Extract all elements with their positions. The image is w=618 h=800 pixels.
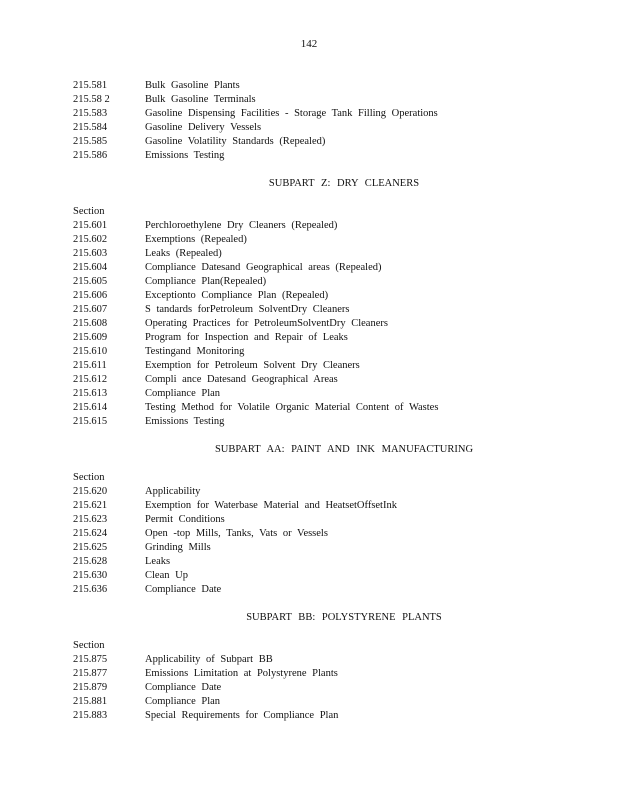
toc-entry bbox=[73, 527, 593, 541]
toc-entry bbox=[73, 219, 593, 233]
toc-entry bbox=[73, 681, 593, 695]
section-title: Compliance Datesand Geographical areas (Repealed) bbox=[145, 262, 382, 273]
section-title: Compliance Date bbox=[145, 584, 222, 595]
initial-entry-list bbox=[73, 79, 593, 163]
section-title: Exemption for Petroleum Solvent Dry Cleaners bbox=[145, 360, 360, 371]
toc-entry bbox=[73, 555, 593, 569]
toc-entry bbox=[73, 387, 593, 401]
subpart-block bbox=[73, 611, 593, 723]
subpart-heading: SUBPART BB: POLYSTYRENE PLANTS bbox=[246, 612, 442, 623]
toc-entry bbox=[73, 583, 593, 597]
section-number: 215.586 bbox=[73, 150, 108, 161]
section-title: Testingand Monitoring bbox=[145, 346, 245, 357]
section-label: Section bbox=[73, 640, 105, 651]
section-title: Testing Method for Volatile Organic Material Content of Wastes bbox=[145, 402, 439, 413]
section-number: 215.613 bbox=[73, 388, 108, 399]
section-number: 215.609 bbox=[73, 332, 108, 343]
toc-entry bbox=[73, 359, 593, 373]
subpart-block bbox=[73, 177, 593, 429]
toc-entry bbox=[73, 261, 593, 275]
section-number: 215.607 bbox=[73, 304, 108, 315]
toc-entry bbox=[73, 275, 593, 289]
section-number: 215.620 bbox=[73, 486, 108, 497]
section-number: 215.583 bbox=[73, 108, 108, 119]
toc-entry bbox=[73, 653, 593, 667]
section-number: 215.636 bbox=[73, 584, 108, 595]
section-number: 215.605 bbox=[73, 276, 108, 287]
section-number: 215.602 bbox=[73, 234, 108, 245]
section-number: 215.879 bbox=[73, 682, 108, 693]
toc-entry bbox=[73, 107, 593, 121]
subpart-list bbox=[73, 177, 593, 723]
section-title: Gasoline Delivery Vessels bbox=[145, 122, 262, 133]
section-number: 215.584 bbox=[73, 122, 108, 133]
section-title: Permit Conditions bbox=[145, 514, 225, 525]
section-title: Compliance Plan(Repealed) bbox=[145, 276, 267, 287]
toc-entry bbox=[73, 513, 593, 527]
subpart-heading: SUBPART Z: DRY CLEANERS bbox=[268, 178, 420, 189]
section-number: 215.630 bbox=[73, 570, 108, 581]
section-title: Leaks bbox=[145, 556, 171, 567]
toc-entry bbox=[73, 695, 593, 709]
page-number: 142 bbox=[300, 38, 318, 50]
section-number: 215.877 bbox=[73, 668, 108, 679]
section-title: Perchloroethylene Dry Cleaners (Repealed) bbox=[145, 220, 338, 231]
section-title: Compliance Date bbox=[145, 682, 222, 693]
toc-entry bbox=[73, 373, 593, 387]
section-title: Emissions Limitation at Polystyrene Plants bbox=[145, 668, 338, 679]
section-number: 215.58 2 bbox=[73, 94, 110, 105]
section-title: Applicability of Subpart BB bbox=[145, 654, 273, 665]
section-number: 215.621 bbox=[73, 500, 108, 511]
section-number: 215.881 bbox=[73, 696, 108, 707]
section-number: 215.875 bbox=[73, 654, 108, 665]
toc-entry bbox=[73, 93, 593, 107]
section-title: Bulk Gasoline Plants bbox=[145, 80, 240, 91]
section-number: 215.581 bbox=[73, 80, 108, 91]
section-title: Gasoline Dispensing Facilities - Storage Tank Filling Operations bbox=[145, 108, 438, 119]
toc-entry bbox=[73, 135, 593, 149]
section-title: Exceptionto Compliance Plan (Repealed) bbox=[145, 290, 329, 301]
section-number: 215.612 bbox=[73, 374, 108, 385]
section-title: Compliance Plan bbox=[145, 388, 221, 399]
section-label: Section bbox=[73, 206, 105, 217]
section-number: 215.610 bbox=[73, 346, 108, 357]
toc-entry bbox=[73, 247, 593, 261]
section-number: 215.883 bbox=[73, 710, 108, 721]
toc-entry bbox=[73, 149, 593, 163]
section-number: 215.614 bbox=[73, 402, 108, 413]
section-title: Exemption for Waterbase Material and HeatsetOffsetInk bbox=[145, 500, 397, 511]
section-title: Operating Practices for PetroleumSolventDry Cleaners bbox=[145, 318, 388, 329]
toc-entry bbox=[73, 541, 593, 555]
section-number: 215.608 bbox=[73, 318, 108, 329]
subpart-heading: SUBPART AA: PAINT AND INK MANUFACTURING bbox=[214, 444, 474, 455]
section-title: Open -top Mills, Tanks, Vats or Vessels bbox=[145, 528, 328, 539]
toc-entry bbox=[73, 303, 593, 317]
section-number: 215.606 bbox=[73, 290, 108, 301]
toc-entry bbox=[73, 485, 593, 499]
toc-entry bbox=[73, 709, 593, 723]
section-title: Emissions Testing bbox=[145, 416, 225, 427]
section-number: 215.585 bbox=[73, 136, 108, 147]
toc-entry bbox=[73, 331, 593, 345]
toc-entry bbox=[73, 499, 593, 513]
section-title: Clean Up bbox=[145, 570, 188, 581]
section-title: Exemptions (Repealed) bbox=[145, 234, 247, 245]
section-number: 215.628 bbox=[73, 556, 108, 567]
toc-entry bbox=[73, 667, 593, 681]
section-number: 215.624 bbox=[73, 528, 108, 539]
section-title: Compli ance Datesand Geographical Areas bbox=[145, 374, 338, 385]
section-number: 215.611 bbox=[73, 360, 107, 371]
toc-entry bbox=[73, 569, 593, 583]
section-title: Program for Inspection and Repair of Leaks bbox=[145, 332, 348, 343]
subpart-block bbox=[73, 443, 593, 597]
toc-entry bbox=[73, 415, 593, 429]
section-title: Compliance Plan bbox=[145, 696, 221, 707]
section-number: 215.625 bbox=[73, 542, 108, 553]
section-number: 215.601 bbox=[73, 220, 108, 231]
toc-entry bbox=[73, 345, 593, 359]
section-title: Emissions Testing bbox=[145, 150, 225, 161]
section-title: S tandards forPetroleum SolventDry Cleaners bbox=[145, 304, 350, 315]
section-number: 215.603 bbox=[73, 248, 108, 259]
section-number: 215.623 bbox=[73, 514, 108, 525]
section-title: Leaks (Repealed) bbox=[145, 248, 222, 259]
section-title: Bulk Gasoline Terminals bbox=[145, 94, 256, 105]
section-title: Applicability bbox=[145, 486, 201, 497]
section-title: Gasoline Volatility Standards (Repealed) bbox=[145, 136, 326, 147]
section-title: Special Requirements for Compliance Plan bbox=[145, 710, 339, 721]
toc-entry bbox=[73, 317, 593, 331]
table-of-contents bbox=[73, 79, 593, 723]
toc-entry bbox=[73, 289, 593, 303]
section-number: 215.615 bbox=[73, 416, 108, 427]
toc-entry bbox=[73, 121, 593, 135]
toc-entry bbox=[73, 401, 593, 415]
section-label: Section bbox=[73, 472, 105, 483]
toc-entry bbox=[73, 233, 593, 247]
toc-entry bbox=[73, 79, 593, 93]
section-title: Grinding Mills bbox=[145, 542, 211, 553]
section-number: 215.604 bbox=[73, 262, 108, 273]
